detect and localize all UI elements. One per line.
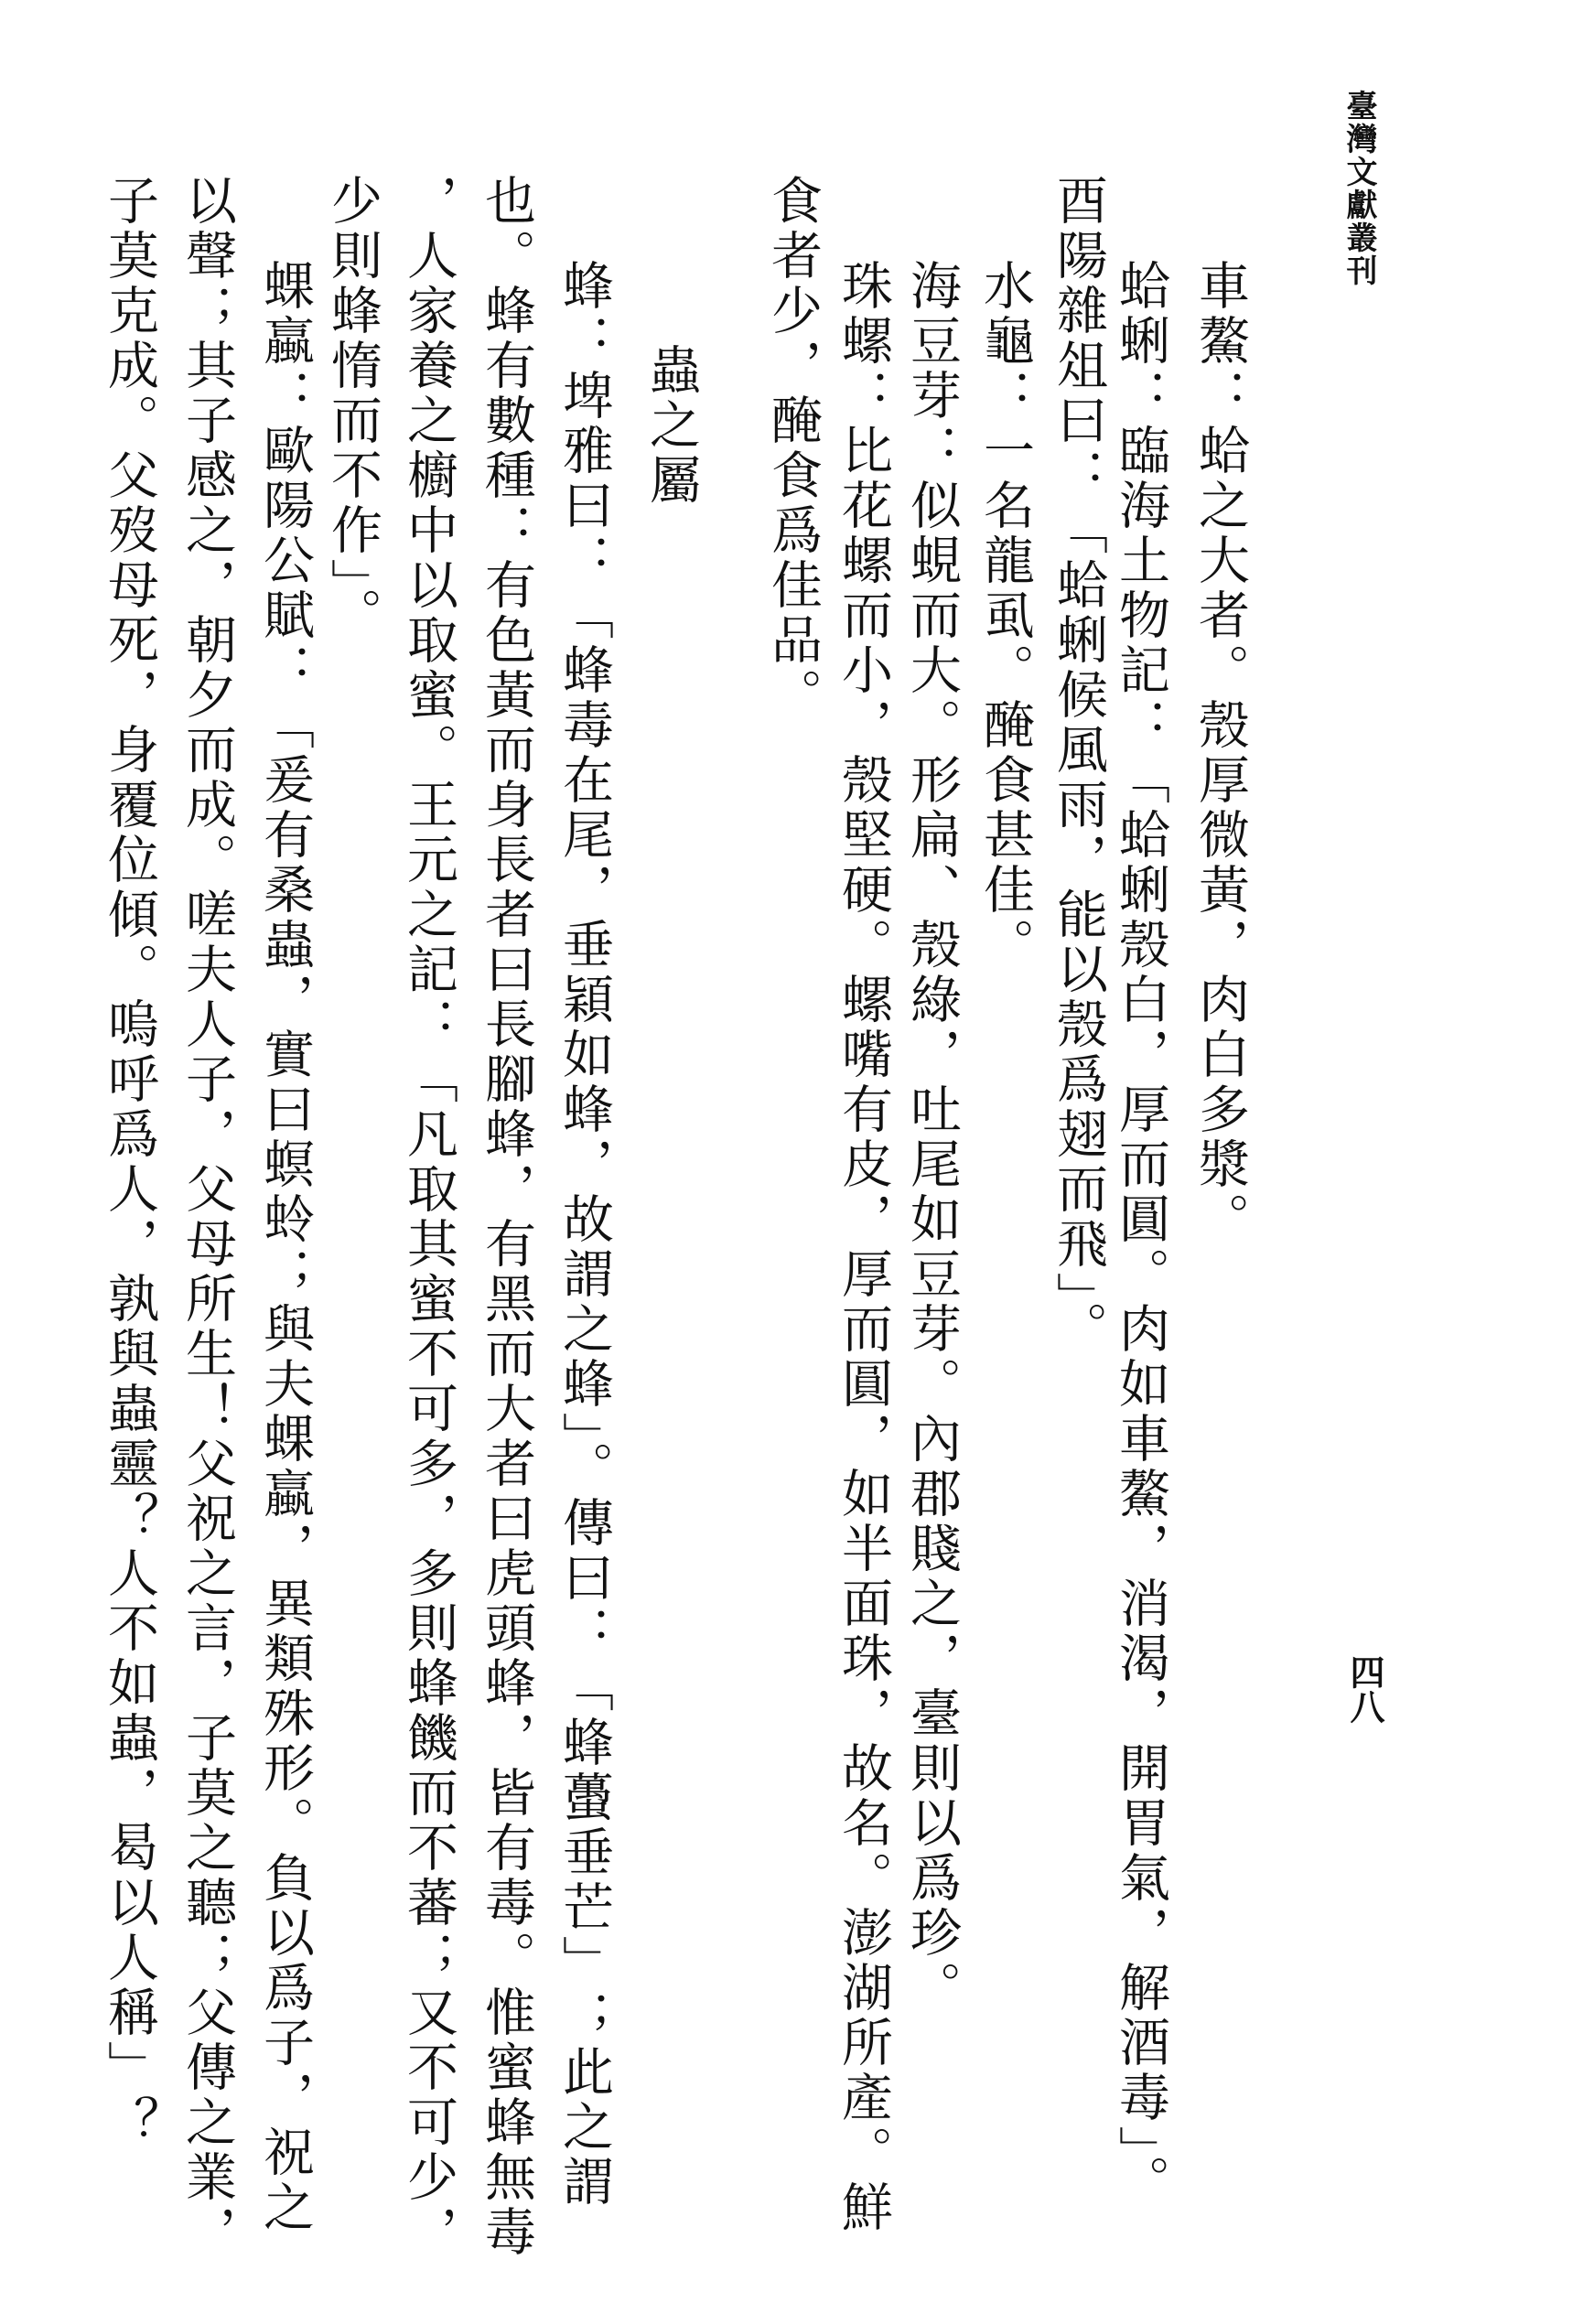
text-column-10: ，人家養之櫥中以取蜜。王元之記：「凡取其蜜不可多，多則蜂饑而不蕃；又不可少， xyxy=(399,174,458,2260)
text-column-13: 以聲；其子感之，朝夕而成。嗟夫人子，父母所生！父祝之言，子莫之聽；父傳之業， xyxy=(178,174,237,2260)
text-column-11: 少則蜂惰而不作」。 xyxy=(323,174,382,642)
text-column-14: 子莫克成。父歿母死，身覆位傾。嗚呼爲人，孰與蟲靈？人不如蟲，曷以人稱」？ xyxy=(100,174,159,2150)
text-column-7: 食者少，醃食爲佳品。 xyxy=(763,174,823,723)
running-header-title: 臺灣文獻叢刊 xyxy=(1341,90,1377,287)
text-column-3: 酉陽雜俎曰：「蛤蜊候風雨，能以殼爲翅而飛」。 xyxy=(1049,174,1108,1356)
text-column-2: 蛤蜊：臨海土物記：「蛤蜊殼白，厚而圓。肉如車鰲，消渴，開胃氣，解酒毒」。 xyxy=(1111,259,1170,2210)
text-column-8: 蜂：埤雅曰：「蜂毒在尾，垂穎如蜂，故謂之蜂」。傳曰：「蜂蠆垂芒」；此之謂 xyxy=(555,259,614,2210)
text-column-1: 車鰲：蛤之大者。殼厚微黃，肉白多漿。 xyxy=(1190,259,1250,1247)
text-column-6: 珠螺：比花螺而小，殼堅硬。螺嘴有皮，厚而圓，如半面珠，故名。澎湖所產。鮮 xyxy=(834,259,893,2235)
text-column-4: 水龜：一名龍虱。醃食甚佳。 xyxy=(975,259,1035,973)
section-heading: 蟲之屬 xyxy=(641,343,701,508)
page-number: 四八 xyxy=(1344,1654,1385,1724)
text-column-5: 海豆芽：似蜆而大。形扁、殼綠，吐尾如豆芽。內郡賤之，臺則以爲珍。 xyxy=(902,259,962,2016)
text-column-12: 蜾蠃：歐陽公賦：「爰有桑蟲，實曰螟蛉；與夫蜾蠃，異類殊形。負以爲子，祝之 xyxy=(255,259,315,2235)
text-column-9: 也。蜂有數種：有色黃而身長者曰長腳蜂，有黑而大者曰虎頭蜂，皆有毒。惟蜜蜂無毒 xyxy=(477,174,536,2260)
